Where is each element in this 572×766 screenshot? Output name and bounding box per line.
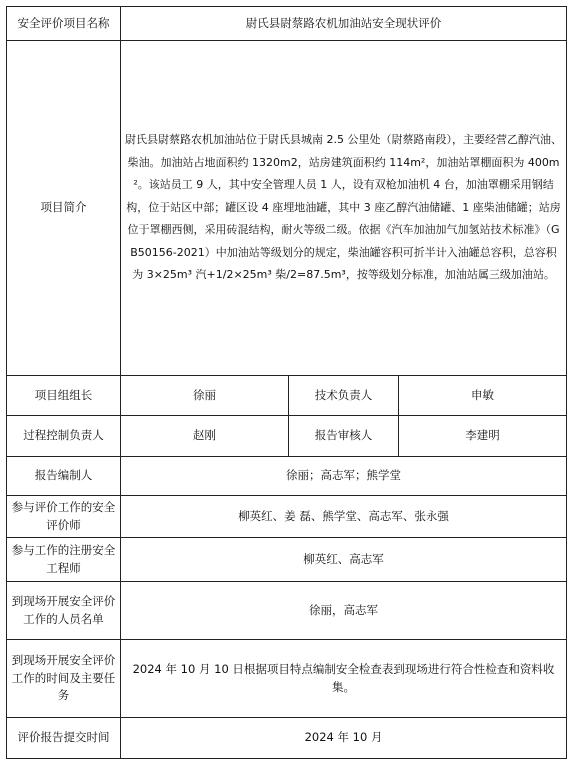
team-leader-value: 徐丽	[121, 376, 289, 416]
submit-time-value: 2024 年 10 月	[121, 718, 567, 759]
intro-text: 尉氏县尉蔡路农机加油站位于尉氏县城南 2.5 公里处（尉蔡路南段），主要经营乙醇汽油、柴油。加油站占地面积约 1320m2，站房建筑面积约 114m²，加油站罩棚面积为 400m²。该站员工 9 人，其中安全管理人员 1 人，设有双枪加油机 4 台，加油罩棚采用钢结构，位于站区中部；罐区设 4 座埋地油罐，其中 3 座乙醇汽油储罐、1 座柴油储罐；站房位于罩棚西侧，采用砖混结构，耐火等级二级。依据《汽车加油加气加氢站技术标准》（GB50156-2021）中加油站等级划分的规定，柴油罐容积可折半计入油罐总容积，总容积为 3×25m³ 汽+1/2×25m³ 柴/2=87.5m³，按等级划分标准，加油站属三级加油站。	[121, 41, 567, 376]
report-author-value: 徐丽；高志军；熊学堂	[121, 457, 567, 496]
site-time-task-value: 2024 年 10 月 10 日根据项目特点编制安全检查表到现场进行符合性检查和资料收集。	[121, 640, 567, 718]
tech-lead-label: 技术负责人	[289, 376, 399, 416]
submit-time-label: 评价报告提交时间	[7, 718, 121, 759]
report-author-label: 报告编制人	[7, 457, 121, 496]
project-name-label: 安全评价项目名称	[7, 7, 121, 41]
safety-engineers-value: 柳英红、高志军	[121, 538, 567, 582]
row-site-time-task	[7, 640, 567, 718]
safety-engineers-label: 参与工作的注册安全工程师	[7, 538, 121, 582]
report-reviewer-value: 李建明	[399, 416, 567, 457]
evaluators-label: 参与评价工作的安全评价师	[7, 496, 121, 538]
row-evaluators	[7, 496, 567, 538]
project-name-value: 尉氏县尉蔡路农机加油站安全现状评价	[121, 7, 567, 41]
site-staff-value: 徐丽，高志军	[121, 582, 567, 640]
row-safety-engineers	[7, 538, 567, 582]
row-leaders	[7, 376, 567, 416]
report-reviewer-label: 报告审核人	[289, 416, 399, 457]
site-staff-label: 到现场开展安全评价工作的人员名单	[7, 582, 121, 640]
process-control-value: 赵刚	[121, 416, 289, 457]
tech-lead-value: 申敏	[399, 376, 567, 416]
row-site-staff	[7, 582, 567, 640]
evaluators-value: 柳英红、姜 磊、熊学堂、高志军、张永强	[121, 496, 567, 538]
row-control	[7, 416, 567, 457]
process-control-label: 过程控制负责人	[7, 416, 121, 457]
row-submit-time	[7, 718, 567, 759]
row-project-name	[7, 7, 567, 41]
intro-label: 项目简介	[7, 41, 121, 376]
site-time-task-label: 到现场开展安全评价工作的时间及主要任务	[7, 640, 121, 718]
team-leader-label: 项目组组长	[7, 376, 121, 416]
row-intro	[7, 41, 567, 376]
row-report-author	[7, 457, 567, 496]
evaluation-info-table	[6, 6, 567, 759]
